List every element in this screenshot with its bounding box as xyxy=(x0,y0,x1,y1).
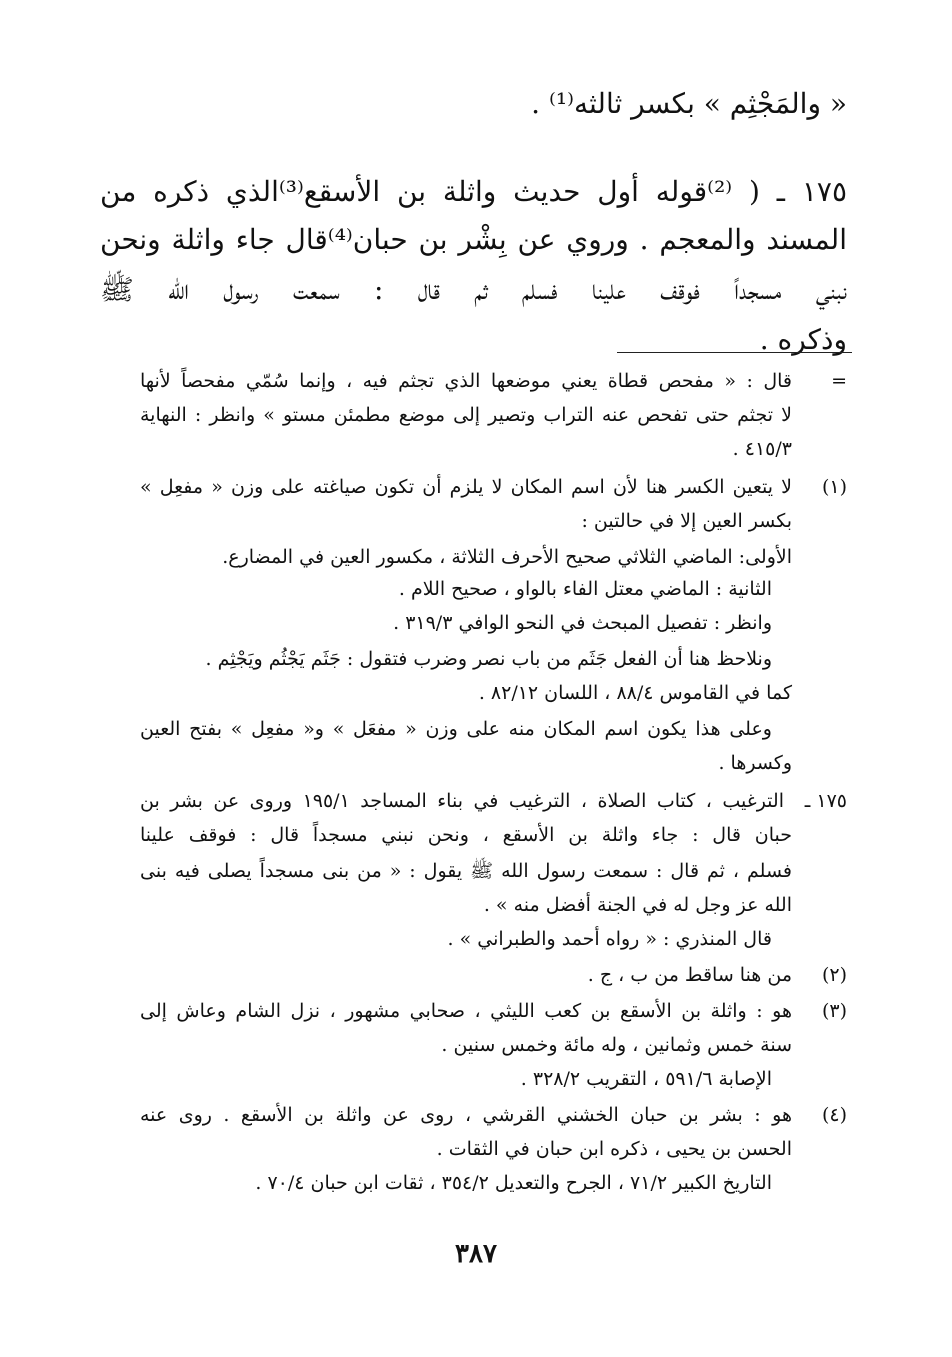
footnote-line: فسلم ، ثم قال : سمعت رسول الله ﷺ يقول : « من بنى مسجداً يصلى فيه بنى xyxy=(140,860,792,882)
footnote-line: قال : « مفحص قطاة يعني موضعها الذي تجثم فيه ، وإنما سُمّي مفحصاً لأنها xyxy=(140,370,792,392)
footnote-line: قال المنذري : « رواه أحمد والطبراني » . xyxy=(447,928,772,950)
footnote-line: هو : بشر بن حبان الخشني القرشي ، روى عن واثلة بن الأسقع . روى عنه xyxy=(140,1104,792,1126)
footnote-line: لا تجثم حتى تفحص عنه التراب وتصير إلى موضع مطمئن مستو » وانظر : النهاية xyxy=(140,404,792,426)
footnote-marker-4: (٤) xyxy=(821,1104,847,1126)
footnote-line: لا يتعين الكسر هنا لأن اسم المكان لا يلزم أن تكون صياغته على وزن « مفعِل » xyxy=(140,476,792,498)
footnote-line: وانظر : تفصيل المبحث في النحو الوافي ٣١٩/٣ . xyxy=(393,612,772,634)
footnote-line: حبان قال : جاء واثلة بن الأسقع ، ونحن نبني مسجداً قال : فوقف علينا xyxy=(140,824,792,846)
footnote-line: الله عز وجل له في الجنة أفضل منه » . xyxy=(483,894,792,916)
page-number: ٣٨٧ xyxy=(455,1239,497,1269)
footnote-line: الثانية : الماضي معتل الفاء بالواو ، صحيح اللام . xyxy=(398,578,772,600)
footnote-line: هو : واثلة بن الأسقع بن كعب الليثي ، صحابي مشهور ، نزل الشام وعاش إلى xyxy=(140,1000,792,1022)
footnote-marker-2: (٢) xyxy=(821,964,847,986)
footnote-line: من هنا ساقط من ب ، ج . xyxy=(587,964,792,986)
footnote-line: سنة خمس وثمانين ، وله مائة وخمس سنين . xyxy=(441,1034,792,1056)
footnote-line: الإصابة ٥٩١/٦ ، التقريب ٣٢٨/٢ . xyxy=(520,1068,772,1090)
footnote-line: وكسرها . xyxy=(718,752,792,774)
footnote-line: وعلى هذا يكون اسم المكان منه على وزن « مفعَل » و« مفعِل » بفتح العين xyxy=(140,718,772,740)
footnote-line: كما في القاموس ٨٨/٤ ، اللسان ٨٢/١٢ . xyxy=(478,682,792,704)
footnote-marker-1: (١) xyxy=(821,476,847,498)
footnote-marker-175: ١٧٥ ـ xyxy=(804,790,847,812)
footnote-line: ٤١٥/٣ . xyxy=(732,438,792,460)
footnote-marker-continuation: = xyxy=(831,370,847,392)
main-text-line-5: وذكره . xyxy=(759,323,847,356)
footnote-marker-3: (٣) xyxy=(821,1000,847,1022)
footnote-separator xyxy=(617,352,852,353)
footnote-line: الحسن بن يحيى ، ذكره ابن حبان في الثقات . xyxy=(436,1138,792,1160)
main-text-line-3: المسند والمعجم . وروي عن بِشْر بن حبان⁽⁴⁾قال جاء واثلة ونحن xyxy=(100,223,847,256)
main-text-line-2: ١٧٥ ـ ( ⁽²⁾قوله أول حديث واثلة بن الأسقع⁽³⁾الذي ذكره من xyxy=(100,175,847,208)
main-text-line-4: نبني مسجداً فوقف علينا فسلم ثم قال : سمعت رسول الله ﷺ xyxy=(100,273,847,306)
main-text-line-1: « والمَجْثِم » بكسر ثالثه⁽¹⁾ . xyxy=(531,87,847,120)
footnote-line: ونلاحظ هنا أن الفعل جَثَم من باب نصر وضرب فتقول : جَثَم يَجْثُم ويَجْثِم . xyxy=(205,648,772,670)
footnote-line: بكسر العين إلا في حالتين : xyxy=(581,510,792,532)
footnote-line: التاريخ الكبير ٧١/٢ ، الجرح والتعديل ٣٥٤/٢ ، ثقات ابن حبان ٧٠/٤ . xyxy=(255,1172,772,1194)
footnote-line: الأولى: الماضي الثلاثي صحيح الأحرف الثلاثة ، مكسور العين في المضارع. xyxy=(222,546,792,568)
footnote-line: الترغيب ، كتاب الصلاة ، الترغيب في بناء المساجد ١٩٥/١ وروى عن بشر بن xyxy=(140,790,784,812)
